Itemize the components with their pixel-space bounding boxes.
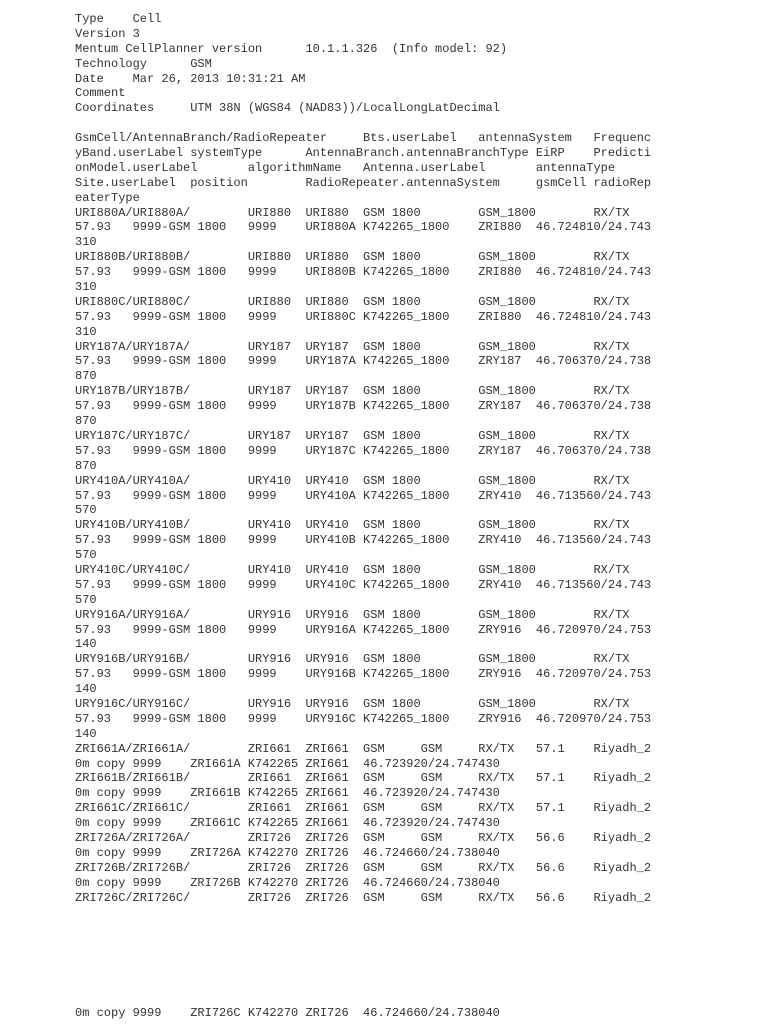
document-line: URY187C/URY187C/ URY187 URY187 GSM 1800 GSM_1800 RX/TX (75, 428, 630, 443)
document-line: URY187A/URY187A/ URY187 URY187 GSM 1800 GSM_1800 RX/TX (75, 339, 630, 354)
document-line: 57.93 9999-GSM 1800 9999 URY410B K742265_1800 ZRY410 46.713560/24.743 (75, 533, 652, 548)
document-line: 140 (75, 726, 97, 741)
document-line: 570 (75, 592, 97, 607)
document-line: 57.93 9999-GSM 1800 9999 URY187A K742265_1800 ZRY187 46.706370/24.738 (75, 354, 652, 369)
document-line: 57.93 9999-GSM 1800 9999 URY410C K742265_1800 ZRY410 46.713560/24.743 (75, 577, 652, 592)
document-line: 570 (75, 503, 97, 518)
document-line: ZRI726B/ZRI726B/ ZRI726 ZRI726 GSM GSM RX/TX 56.6 Riyadh_2 (75, 860, 652, 875)
document-line: 0m copy 9999 ZRI661C K742265 ZRI661 46.723920/24.747430 (75, 816, 500, 831)
document-line: Version 3 (75, 26, 140, 41)
document-line: 870 (75, 369, 97, 384)
document-line: ZRI661A/ZRI661A/ ZRI661 ZRI661 GSM GSM RX/TX 57.1 Riyadh_2 (75, 741, 652, 756)
document-line: Technology GSM (75, 56, 212, 71)
document-line: 57.93 9999-GSM 1800 9999 URY916B K742265_1800 ZRY916 46.720970/24.753 (75, 667, 652, 682)
document-line: 310 (75, 324, 97, 339)
document-line: Site.userLabel position RadioRepeater.antennaSystem gsmCell radioRep (75, 175, 652, 190)
document-text-body (75, 12, 705, 905)
document-line: 57.93 9999-GSM 1800 9999 URY187B K742265_1800 ZRY187 46.706370/24.738 (75, 399, 652, 414)
document-line: URY916B/URY916B/ URY916 URY916 GSM 1800 GSM_1800 RX/TX (75, 652, 630, 667)
document-line: URY410A/URY410A/ URY410 URY410 GSM 1800 GSM_1800 RX/TX (75, 473, 630, 488)
document-line: onModel.userLabel algorithmName Antenna.userLabel antennaType (75, 160, 616, 175)
document-line: 0m copy 9999 ZRI726A K742270 ZRI726 46.724660/24.738040 (75, 845, 500, 860)
document-line: URY410C/URY410C/ URY410 URY410 GSM 1800 GSM_1800 RX/TX (75, 562, 630, 577)
document-line: GsmCell/AntennaBranch/RadioRepeater Bts.userLabel antennaSystem Frequenc (75, 131, 652, 146)
document-line: eaterType (75, 190, 140, 205)
document-line: URY187B/URY187B/ URY187 URY187 GSM 1800 GSM_1800 RX/TX (75, 384, 630, 399)
document-line: URY410B/URY410B/ URY410 URY410 GSM 1800 GSM_1800 RX/TX (75, 518, 630, 533)
document-line: URY916C/URY916C/ URY916 URY916 GSM 1800 GSM_1800 RX/TX (75, 696, 630, 711)
page-bottom-line (75, 1006, 705, 1021)
document-line: 570 (75, 548, 97, 563)
document-line: Type Cell (75, 12, 162, 26)
document-line: 57.93 9999-GSM 1800 9999 URY916A K742265_1800 ZRY916 46.720970/24.753 (75, 622, 652, 637)
document-line: yBand.userLabel systemType AntennaBranch.antennaBranchType EiRP Predicti (75, 146, 652, 161)
document-line: 140 (75, 637, 97, 652)
document-line: 57.93 9999-GSM 1800 9999 URI880C K742265_1800 ZRI880 46.724810/24.743 (75, 309, 652, 324)
document-line: 57.93 9999-GSM 1800 9999 URY187C K742265_1800 ZRY187 46.706370/24.738 (75, 443, 652, 458)
document-line: URI880C/URI880C/ URI880 URI880 GSM 1800 GSM_1800 RX/TX (75, 294, 630, 309)
document-line: Coordinates UTM 38N (WGS84 (NAD83))/LocalLongLatDecimal (75, 101, 500, 116)
document-line: 57.93 9999-GSM 1800 9999 URY410A K742265_1800 ZRY410 46.713560/24.743 (75, 488, 652, 503)
document-line: URI880A/URI880A/ URI880 URI880 GSM 1800 GSM_1800 RX/TX (75, 205, 630, 220)
document-line: ZRI726A/ZRI726A/ ZRI726 ZRI726 GSM GSM RX/TX 56.6 Riyadh_2 (75, 830, 652, 845)
document-line: 57.93 9999-GSM 1800 9999 URY916C K742265_1800 ZRY916 46.720970/24.753 (75, 711, 652, 726)
document-line: 310 (75, 280, 97, 295)
document-line: 57.93 9999-GSM 1800 9999 URI880B K742265_1800 ZRI880 46.724810/24.743 (75, 265, 652, 280)
document-line: 140 (75, 682, 97, 697)
document-line: URI880B/URI880B/ URI880 URI880 GSM 1800 GSM_1800 RX/TX (75, 250, 630, 265)
document-line (75, 116, 705, 131)
document-line: URY916A/URY916A/ URY916 URY916 GSM 1800 GSM_1800 RX/TX (75, 607, 630, 622)
document-line: 0m copy 9999 ZRI661B K742265 ZRI661 46.723920/24.747430 (75, 786, 500, 801)
document-line: 310 (75, 235, 97, 250)
document-line: 870 (75, 458, 97, 473)
document-line: 0m copy 9999 ZRI661A K742265 ZRI661 46.723920/24.747430 (75, 756, 500, 771)
document-line: Date Mar 26, 2013 10:31:21 AM (75, 71, 306, 86)
document-line: 0m copy 9999 ZRI726B K742270 ZRI726 46.724660/24.738040 (75, 875, 500, 890)
document-line: ZRI661B/ZRI661B/ ZRI661 ZRI661 GSM GSM RX/TX 57.1 Riyadh_2 (75, 771, 652, 786)
document-line: 57.93 9999-GSM 1800 9999 URI880A K742265_1800 ZRI880 46.724810/24.743 (75, 220, 652, 235)
document-line: Comment (75, 86, 126, 101)
document-line: ZRI726C/ZRI726C/ ZRI726 ZRI726 GSM GSM RX/TX 56.6 Riyadh_2 (75, 890, 652, 905)
document-line: 870 (75, 414, 97, 429)
document-line: Mentum CellPlanner version 10.1.1.326 (Info model: 92) (75, 41, 508, 56)
document-line: 0m copy 9999 ZRI726C K742270 ZRI726 46.724660/24.738040 (75, 1006, 500, 1020)
document-line: ZRI661C/ZRI661C/ ZRI661 ZRI661 GSM GSM RX/TX 57.1 Riyadh_2 (75, 801, 652, 816)
